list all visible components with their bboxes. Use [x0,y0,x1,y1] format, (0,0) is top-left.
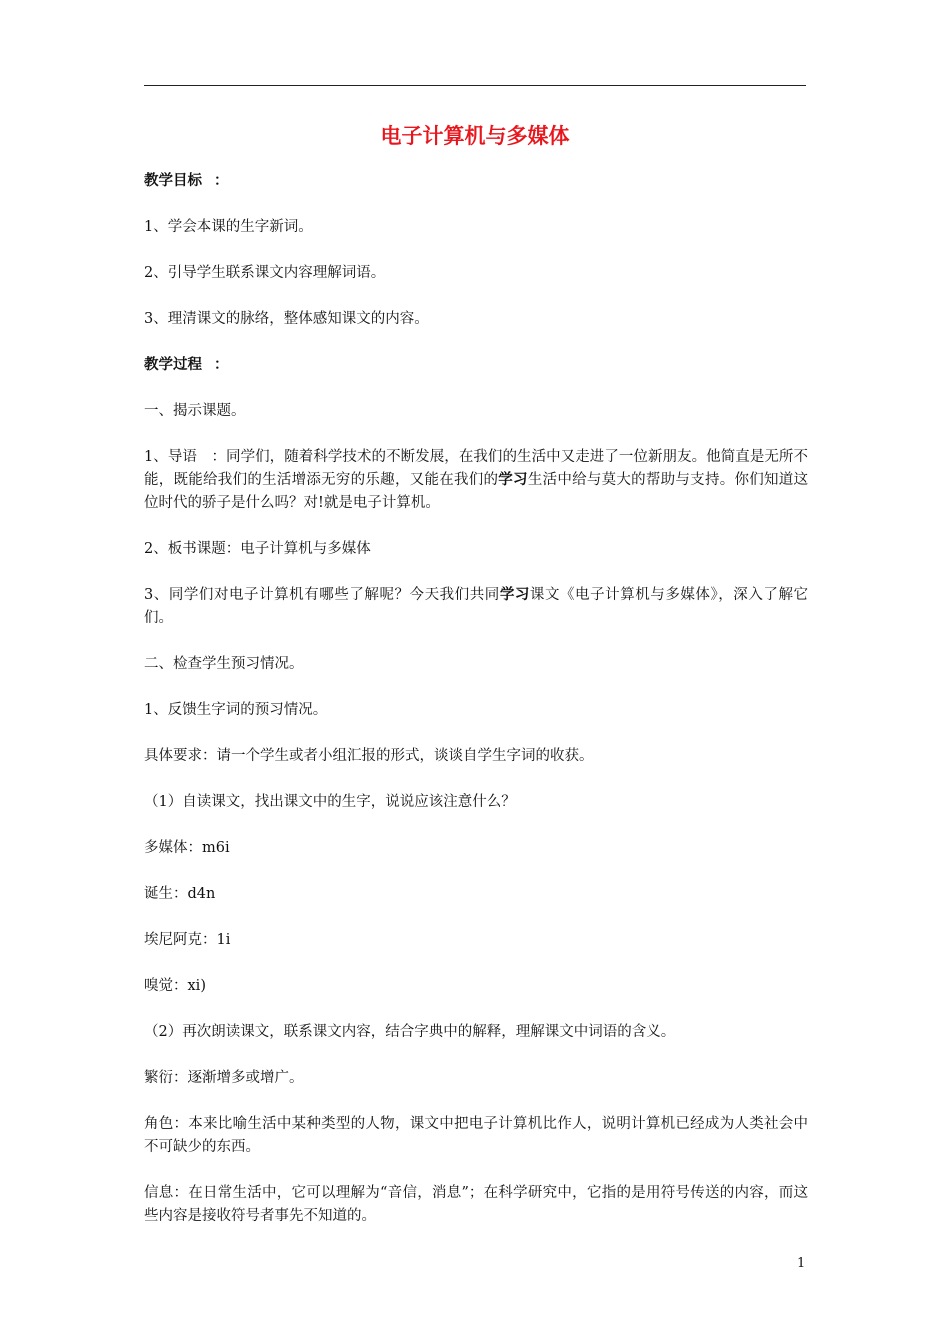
page-number: 1 [797,1256,806,1271]
text-run: 生活中给与莫大的帮助与支持。你们知道这位时代的骄子是什么吗？对!就是电子计算机。 [144,472,809,511]
paragraph: 1、反馈生字词的预习情况。 [144,702,328,718]
definition-item: 信息：在日常生活中，它可以理解为“音信，消息”；在科学研究中，它指的是用符号传送的内容，而这些内容是接收符号者事先不知道的。 [144,1185,808,1224]
text-run: 课文《电子计算机与多媒体》，深入了解它们。 [144,587,808,626]
process-heading-text: 教学过程 [144,357,202,373]
word-item: 嗅觉：xi) [144,978,206,994]
goal-item: 1、学会本课的生字新词。 [144,219,313,235]
paragraph: 具体要求：请一个学生或者小组汇报的形式，谈谈自学生字词的收获。 [144,748,594,764]
section-title: 一、揭示课题。 [144,403,246,419]
paragraph: （2）再次朗读课文，联系课文内容，结合字典中的解释，理解课文中词语的含义。 [144,1024,676,1040]
goals-heading [144,170,808,193]
paragraph: 2、板书课题：电子计算机与多媒体 [144,541,371,557]
document-title: 电子计算机与多媒体 [380,124,570,148]
goal-item: 2、引导学生联系课文内容理解词语。 [144,265,386,281]
word-item: 埃尼阿克：1i [144,932,231,948]
paragraph [144,584,808,630]
word-item: 多媒体：m6i [144,840,230,856]
text-run: 3、同学们对电子计算机有哪些了解呢？今天我们共同 [144,587,500,603]
section-title: 二、检查学生预习情况。 [144,656,304,672]
paragraph: （1）自读课文，找出课文中的生字，说说应该注意什么？ [144,794,516,810]
process-heading-colon: ： [214,357,229,373]
goals-heading-colon: ： [214,173,229,189]
paragraph-intro [144,446,808,515]
goals-heading-text: 教学目标 [144,173,202,189]
bold-keyword: 学习 [499,587,530,603]
bold-keyword: 学习 [498,472,528,488]
goal-item: 3、理清课文的脉络，整体感知课文的内容。 [144,311,429,327]
text-run: 1、导语 ：同学们，随着科学技术的不断发展，在我们的生活中又走进了一位新朋友。他简直是无所不能，既能给我们的生活增添无穷的乐趣，又能在我们的 [144,449,808,488]
header-rule [144,85,806,86]
definition-item: 角色：本来比喻生活中某种类型的人物，课文中把电子计算机比作人，说明计算机已经成为人类社会中不可缺少的东西。 [144,1116,808,1155]
document-body [144,170,808,1251]
word-item: 诞生：d4n [144,886,216,902]
definition-item: 繁衍：逐渐增多或增广。 [144,1070,304,1086]
process-heading [144,354,808,377]
